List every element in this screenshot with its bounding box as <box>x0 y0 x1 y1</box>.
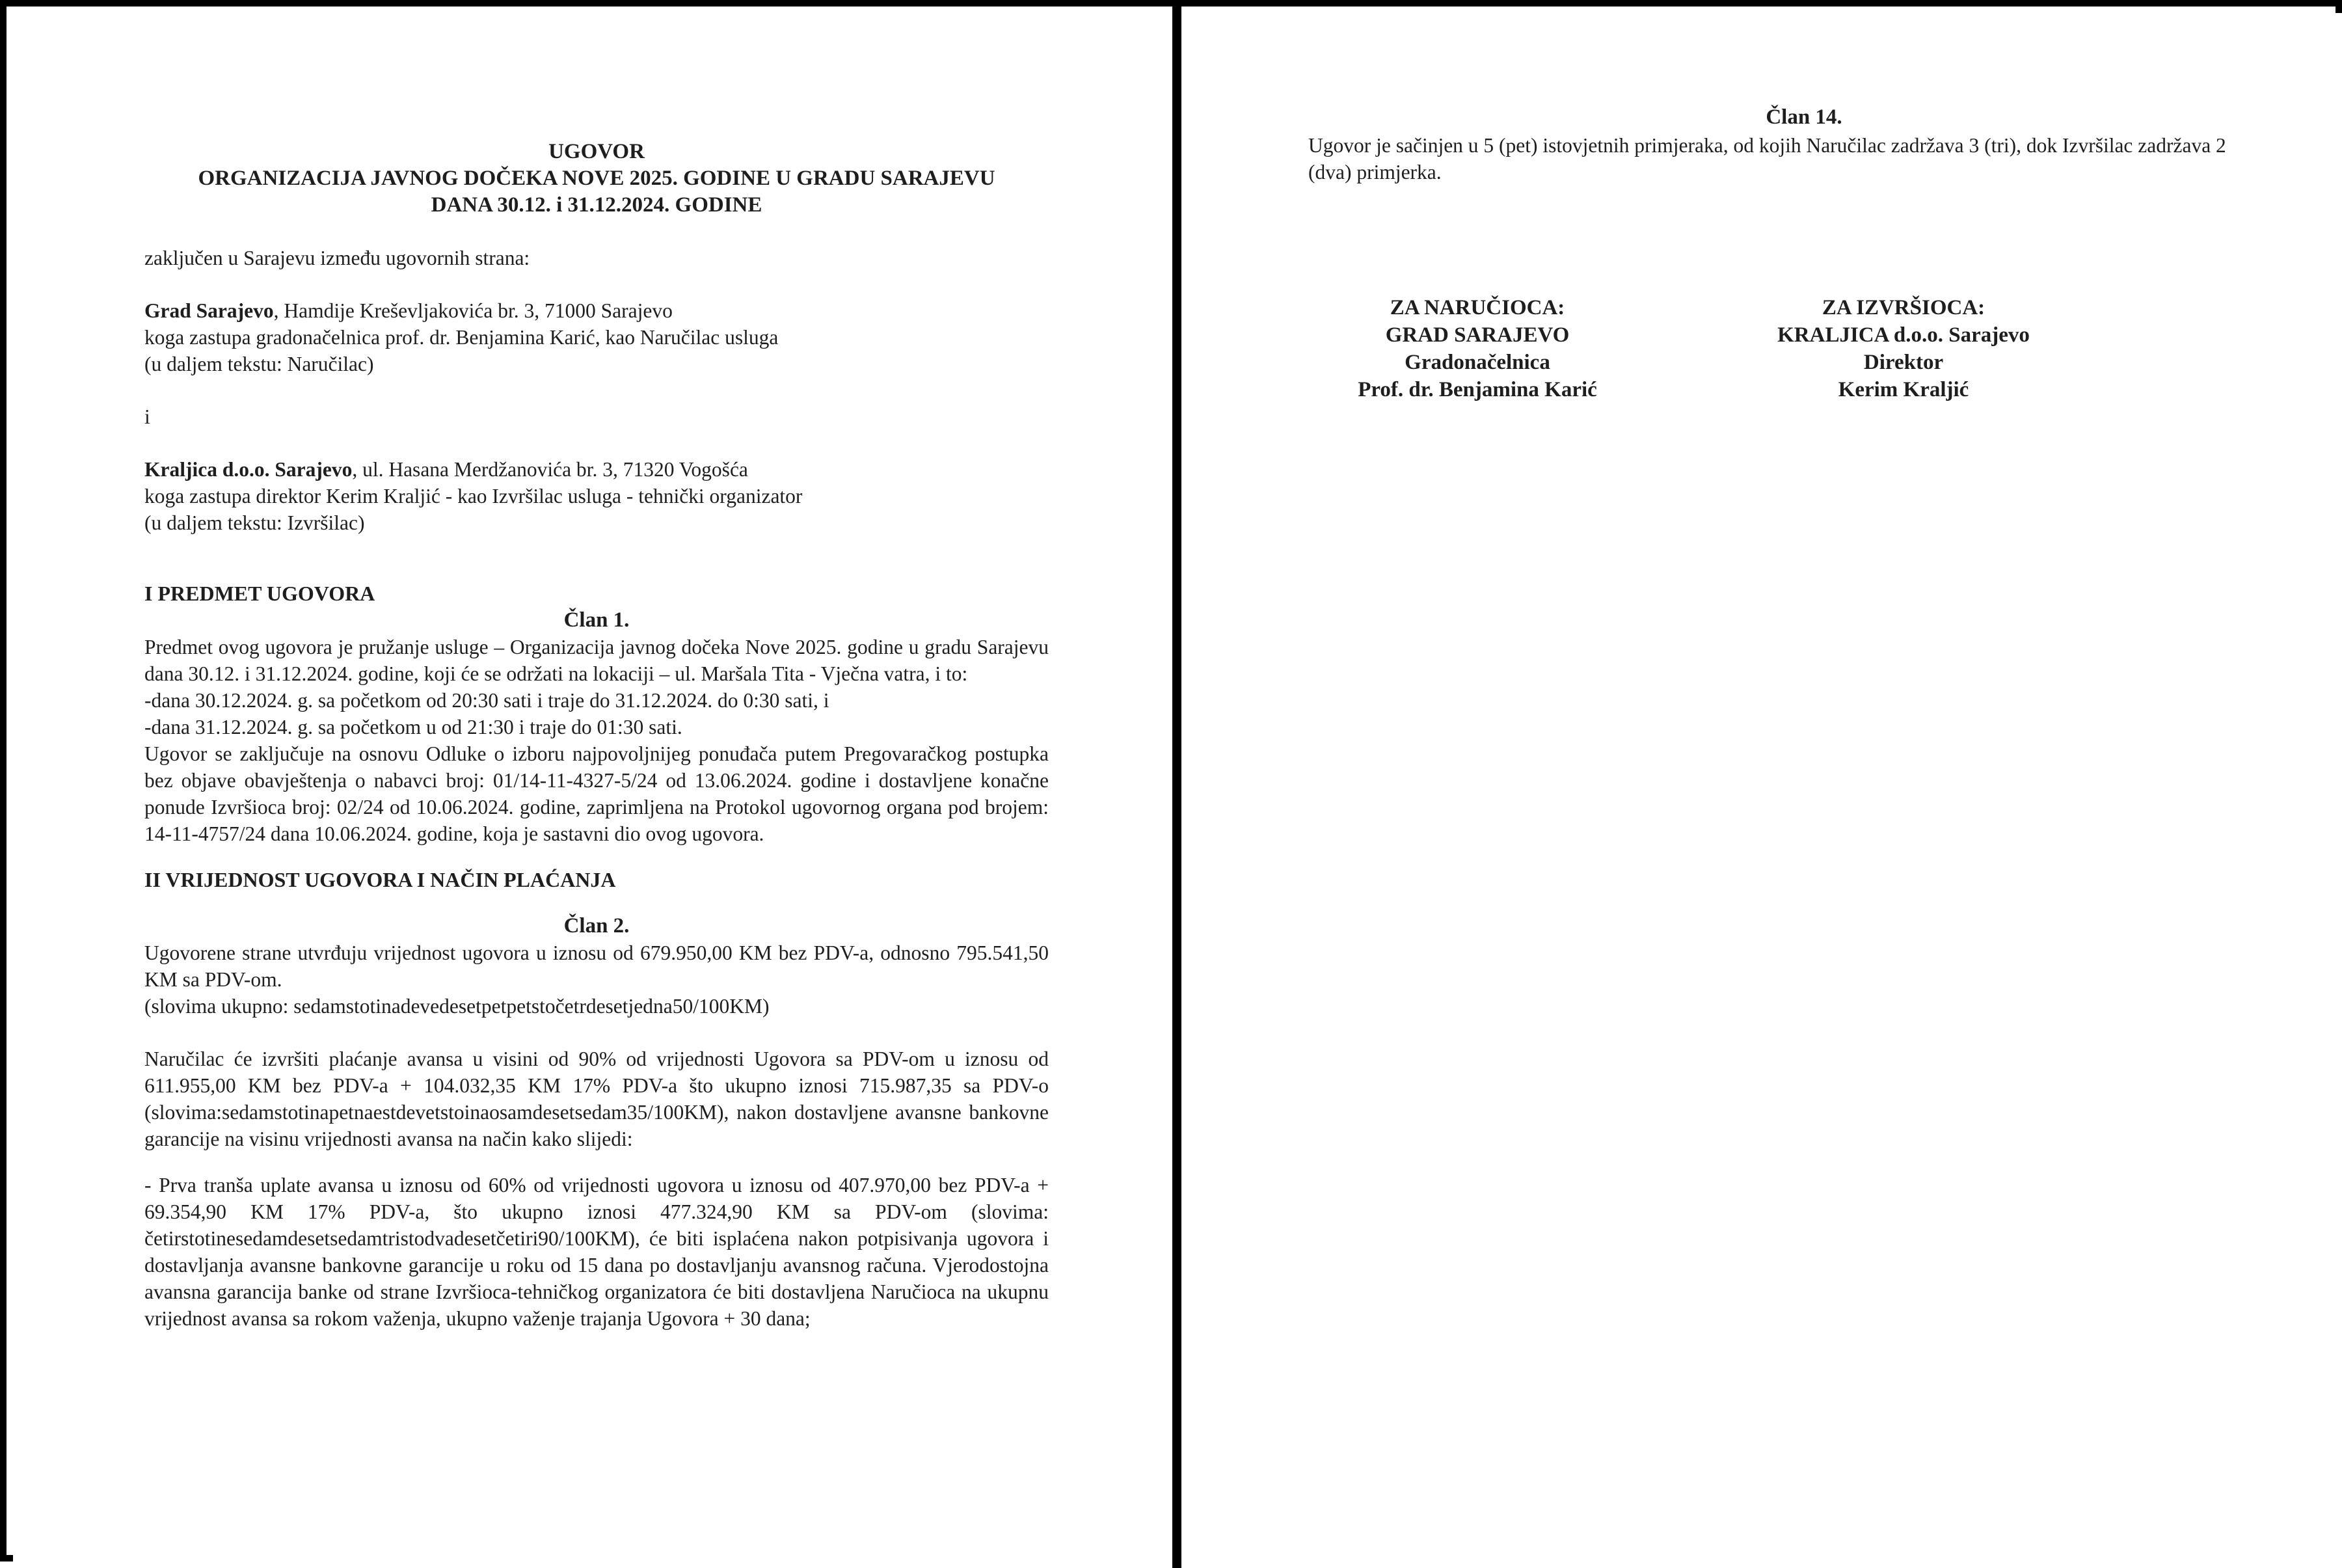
contractor-signatory-title: Direktor <box>1863 351 1944 374</box>
client-signature-block <box>1295 294 1660 403</box>
party-2-name: Kraljica d.o.o. Sarajevo <box>144 458 353 481</box>
article-14-heading: Član 14. <box>1766 105 1842 129</box>
party-1-alias: (u daljem tekstu: Naručilac) <box>144 353 374 375</box>
page-divider <box>1172 7 1181 1568</box>
left-page-content <box>144 139 1049 1332</box>
article-1-bullet-2: -dana 31.12.2024. g. sa početkom u od 21:30 i traje do 01:30 sati. <box>144 716 682 738</box>
title-line-1: UGOVOR <box>548 140 645 163</box>
title-line-3: DANA 30.12. i 31.12.2024. GODINE <box>431 193 762 217</box>
party-2-alias: (u daljem tekstu: Izvršilac) <box>144 511 365 534</box>
article-1-bullet-1: -dana 30.12.2024. g. sa početkom od 20:30 sati i traje do 31.12.2024. do 0:30 sati, i <box>144 689 829 712</box>
article-2-paragraph-3: - Prva tranša uplate avansa u iznosu od 60% od vrijednosti ugovora u iznosu od 407.970,00 bez PDV-a + 69.354,90 KM 17% PDV-a, što ukupno iznosi 477.324,90 KM sa PDV-om (slovima: četirstotinesedamdesetsedamtristodvadesetčetiri90/100KM), će biti isplaćena nakon potpisivanja ugovora i dostavljanja avansne bankovne garancije u roku od 15 dana po dostavljanju avansnog računa. Vjerodostojna avansna garancija banke od strane Izvršioca-tehničkog organizatora će biti dostavljena Naručioca na ukupnu vrijednost avansa sa rokom važenja, ukupno važenje trajanja Ugovora + 30 dana; <box>144 1174 1049 1330</box>
section-2-heading: II VRIJEDNOST UGOVORA I NAČIN PLAĆANJA <box>144 868 616 891</box>
client-signatory-name: Prof. dr. Benjamina Karić <box>1358 378 1597 401</box>
right-page <box>1181 13 2342 1561</box>
party-1-block <box>144 297 1049 377</box>
article-1-paragraph-1: Predmet ovog ugovora je pružanje usluge – Organizacija javnog dočeka Nove 2025. godine u gradu Sarajevu dana 30.12. i 31.12.2024. godine, koji će se održati na lokaciji – ul. Maršala Tita - Vječna vatra, i to: <box>144 636 1049 685</box>
article-2-amount-words: (slovima ukupno: sedamstotinadevedesetpetpetstočetrdesetjedna50/100KM) <box>144 995 770 1018</box>
title-line-2: ORGANIZACIJA JAVNOG DOČEKA NOVE 2025. GODINE U GRADU SARAJEVU <box>198 167 995 190</box>
party-2-representative: koga zastupa direktor Kerim Kraljić - kao Izvršilac usluga - tehnički organizator <box>144 485 803 507</box>
article-1-paragraph-2: Ugovor se zaključuje na osnovu Odluke o izboru najpovoljnijeg ponuđača putem Pregovaračkog postupka bez objave obavještenja o nabavci broj: 01/14-11-4327-5/24 od 13.06.2024. godine i dostavljene konačne ponude Izvršioca broj: 02/24 od 10.06.2024. godine, zaprimljena na Protokol ugovornog organa pod brojem: 14-11-4757/24 dana 10.06.2024. godine, koja je sastavni dio ovog ugovora. <box>144 742 1049 845</box>
party-2-address: , ul. Hasana Merdžanovića br. 3, 71320 Vogošća <box>352 458 748 481</box>
party-2-block <box>144 456 1049 536</box>
contractor-signatory-name: Kerim Kraljić <box>1838 378 1969 401</box>
client-name: GRAD SARAJEVO <box>1385 323 1570 347</box>
client-signature-label: ZA NARUČIOCA: <box>1390 296 1565 319</box>
article-1-heading: Član 1. <box>563 608 630 632</box>
article-2-heading: Član 2. <box>563 914 630 938</box>
party-1-representative: koga zastupa gradonačelnica prof. dr. Benjamina Karić, kao Naručilac usluga <box>144 326 779 349</box>
article-2-paragraph-2: Naručilac će izvršiti plaćanje avansa u visini od 90% od vrijednosti Ugovora sa PDV-om u iznosu od 611.955,00 KM bez PDV-a + 104.032,35 KM 17% PDV-a što ukupno iznosi 715.987,35 sa PDV-o (slovima:sedamstotinapetnaestdevetstoinaosamdesetsedam35/100KM), nakon dostavljene avansne bankovne garancije na visinu vrijednosti avansa na način kako slijedi: <box>144 1048 1049 1150</box>
conjunction: i <box>144 405 150 428</box>
client-signatory-title: Gradonačelnica <box>1405 351 1550 374</box>
party-1-name: Grad Sarajevo <box>144 299 274 322</box>
contractor-name: KRALJICA d.o.o. Sarajevo <box>1777 323 2030 347</box>
contractor-signature-label: ZA IZVRŠIOCA: <box>1822 296 1985 319</box>
left-page <box>13 13 1172 1561</box>
contractor-signature-block <box>1721 294 2086 403</box>
intro-text: zaključen u Sarajevu između ugovornih strana: <box>144 247 530 269</box>
contract-title <box>144 139 1049 219</box>
section-1-heading: I PREDMET UGOVORA <box>144 582 375 605</box>
article-14-text: Ugovor je sačinjen u 5 (pet) istovjetnih primjeraka, od kojih Naručilac zadržava 3 (tri), dok Izvršilac zadržava 2 (dva) primjerka. <box>1308 134 2226 183</box>
article-2-paragraph-1: Ugovorene strane utvrđuju vrijednost ugovora u iznosu od 679.950,00 KM bez PDV-a, odnosno 795.541,50 KM sa PDV-om. <box>144 941 1049 991</box>
party-1-address: , Hamdije Kreševljakovića br. 3, 71000 Sarajevo <box>273 299 673 322</box>
